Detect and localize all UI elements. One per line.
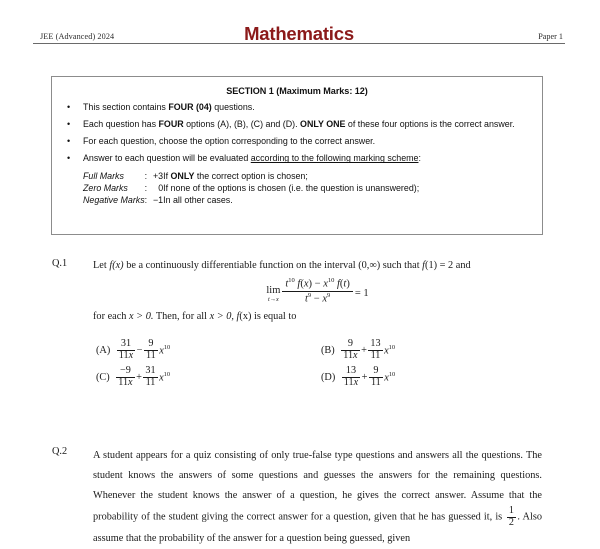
option-tag: (C) (96, 371, 110, 383)
emphasis-bold: ONLY ONE (300, 119, 346, 130)
marking-scheme-label: Negative Marks (83, 195, 145, 206)
q1-line3 (93, 311, 296, 322)
fraction-denominator: 11x (118, 376, 133, 388)
q1-condition-f1: f(1) = 2 (422, 260, 454, 271)
marking-scheme-description (163, 194, 419, 206)
text-run: Each question has (83, 119, 159, 130)
section-title: SECTION 1 (Maximum Marks: 12) (226, 86, 368, 96)
option-fraction (369, 366, 383, 389)
limit-operator (266, 286, 280, 303)
option-row (96, 338, 546, 362)
fraction-numerator: 31 (120, 337, 132, 349)
marking-scheme-label: Full Marks (83, 170, 124, 181)
option-fraction (116, 366, 134, 389)
fraction-numerator: 9 (148, 337, 154, 349)
instruction-bullet (52, 101, 542, 114)
question-2 (52, 446, 542, 549)
q1-cond-x1: x > 0. (129, 310, 154, 322)
q2-probability-fraction (507, 506, 516, 529)
option-variable-term: $x^{10}$ (384, 343, 396, 357)
text-run: of these four options is the correct answer. (345, 119, 515, 130)
marking-scheme-row (83, 182, 419, 194)
marking-scheme-value: +3 (153, 170, 164, 181)
option-tag: (A) (96, 344, 111, 356)
marking-scheme-description (163, 170, 419, 182)
marking-scheme-colon: : (144, 195, 148, 206)
fraction-denominator: 11 (368, 350, 382, 362)
q1-limit-equation (93, 277, 542, 305)
text-run: Answer to each question will be evaluated (83, 153, 251, 164)
instruction-bullet-list (52, 101, 542, 165)
q2-fraction-denominator: 2 (508, 517, 514, 529)
marking-scheme-value: 0 (158, 182, 164, 193)
marking-scheme-description (163, 182, 419, 194)
fraction-numerator: 9 (347, 337, 353, 349)
text-run: If none of the options is chosen (i.e. the question is unanswered); (163, 182, 420, 193)
fraction-numerator: 13 (345, 364, 357, 376)
text-run: the correct option is chosen; (194, 170, 308, 181)
limit-subscript: t→x (268, 295, 279, 303)
limit-fraction (282, 277, 352, 305)
q2-text-before: A student appears for a quiz consisting of only true-false type questions and answers all the questions. The student knows the answers of some questions and guesses the answers for the remaining questions. Whenever the student knows the answer of a question, he gives the correct answer. Assume that the probability of the student giving the correct answer for a question, given that he has guessed it, is (93, 450, 542, 523)
marking-scheme-table (83, 170, 419, 207)
text-run: For each question, choose the option corresponding to the correct answer. (83, 136, 376, 147)
marking-scheme-label: Zero Marks (83, 182, 128, 193)
option-variable-term: $x^{10}$ (159, 343, 171, 357)
q1-cond-x2: x > 0, (209, 310, 234, 322)
marking-scheme-row (83, 170, 419, 182)
q1-text-e: for each (93, 310, 127, 322)
option-fraction (117, 339, 135, 362)
q1-text-b: be a continuously differentiable function on the interval (126, 260, 356, 271)
section-instructions-box (51, 76, 543, 235)
q1-text-a: Let (93, 260, 107, 271)
option-fraction (341, 339, 359, 362)
text-run: If (163, 170, 171, 181)
text-run: This section contains (83, 102, 169, 112)
marking-scheme-colon: : (144, 170, 148, 181)
marking-scheme-value: −1 (153, 195, 164, 206)
option-operator: − (136, 344, 143, 356)
q1-text-g: is equal to (254, 310, 297, 322)
q1-line1 (93, 260, 471, 271)
emphasis-bold: ONLY (170, 170, 195, 181)
option-fraction (144, 339, 158, 362)
answer-option-b[interactable] (321, 338, 546, 362)
option-variable-term: $x^{10}$ (159, 370, 171, 384)
marking-scheme-row (83, 194, 419, 206)
q1-interval: (0,∞) (358, 260, 381, 271)
option-operator: + (361, 371, 368, 383)
page-header (33, 22, 565, 44)
text-run: : (418, 153, 421, 164)
marking-scheme-link: according to the following marking scheme (250, 153, 419, 164)
page-title: Mathematics (244, 22, 354, 44)
limit-numerator: $t^{10}$ $f(x) - x^{10}$ f(t) (285, 277, 350, 290)
option-operator: + (136, 371, 142, 383)
question-1-label: Q.1 (52, 258, 68, 269)
option-fraction (143, 366, 157, 389)
question-2-body (93, 446, 542, 549)
question-2-label: Q.2 (52, 446, 68, 457)
answer-option-c[interactable] (96, 365, 321, 389)
marking-scheme-colon: : (144, 182, 148, 193)
emphasis-bold: FOUR (04) (168, 102, 212, 112)
q1-text-f: Then, for all (155, 310, 207, 322)
header-paper-number: Paper 1 (538, 32, 563, 41)
q1-text-c: such that (382, 260, 420, 271)
text-run: In all other cases. (163, 195, 233, 206)
q1-function-symbol-2: f(x) (236, 310, 252, 322)
q1-text-d: and (455, 260, 471, 271)
fraction-denominator: 11 (145, 349, 156, 361)
fraction-denominator: 11x (343, 349, 358, 361)
text-run: options (A), (B), (C) and (D). (183, 119, 301, 130)
fraction-numerator: 9 (373, 364, 379, 376)
limit-denominator: $t^9 - x^9$ (282, 291, 352, 306)
option-fraction (368, 339, 382, 362)
option-row (96, 365, 546, 389)
option-tag: (B) (321, 344, 335, 356)
instruction-bullet (52, 152, 542, 165)
fraction-denominator: 11x (118, 349, 134, 361)
text-run: questions. (211, 102, 255, 112)
option-tag: (D) (321, 371, 336, 383)
fraction-numerator: 13 (370, 337, 381, 349)
question-1-options (96, 338, 546, 392)
fraction-denominator: 11 (143, 377, 157, 389)
header-exam-name: JEE (Advanced) 2024 (40, 32, 115, 41)
answer-option-d[interactable] (321, 365, 546, 389)
fraction-denominator: 11x (343, 376, 359, 388)
option-fraction (342, 366, 360, 389)
emphasis-bold: FOUR (158, 119, 184, 130)
option-operator: + (361, 344, 367, 356)
question-1-body (93, 258, 542, 324)
option-variable-term: $x^{10}$ (384, 370, 396, 384)
instruction-bullet (52, 118, 542, 131)
q2-fraction-numerator: 1 (508, 505, 514, 517)
instruction-bullet (52, 135, 542, 148)
fraction-denominator: 11 (370, 376, 381, 388)
fraction-numerator: −9 (119, 364, 131, 376)
answer-option-a[interactable] (96, 338, 321, 362)
q1-function-symbol: f(x) (109, 260, 124, 271)
q2-text-after: . Also assume that the probability of the answer for a question being guessed, given (93, 511, 542, 544)
limit-op-label: lim (266, 285, 281, 297)
fraction-numerator: 31 (145, 364, 156, 376)
question-1 (52, 258, 542, 324)
limit-equals: = 1 (354, 288, 369, 300)
